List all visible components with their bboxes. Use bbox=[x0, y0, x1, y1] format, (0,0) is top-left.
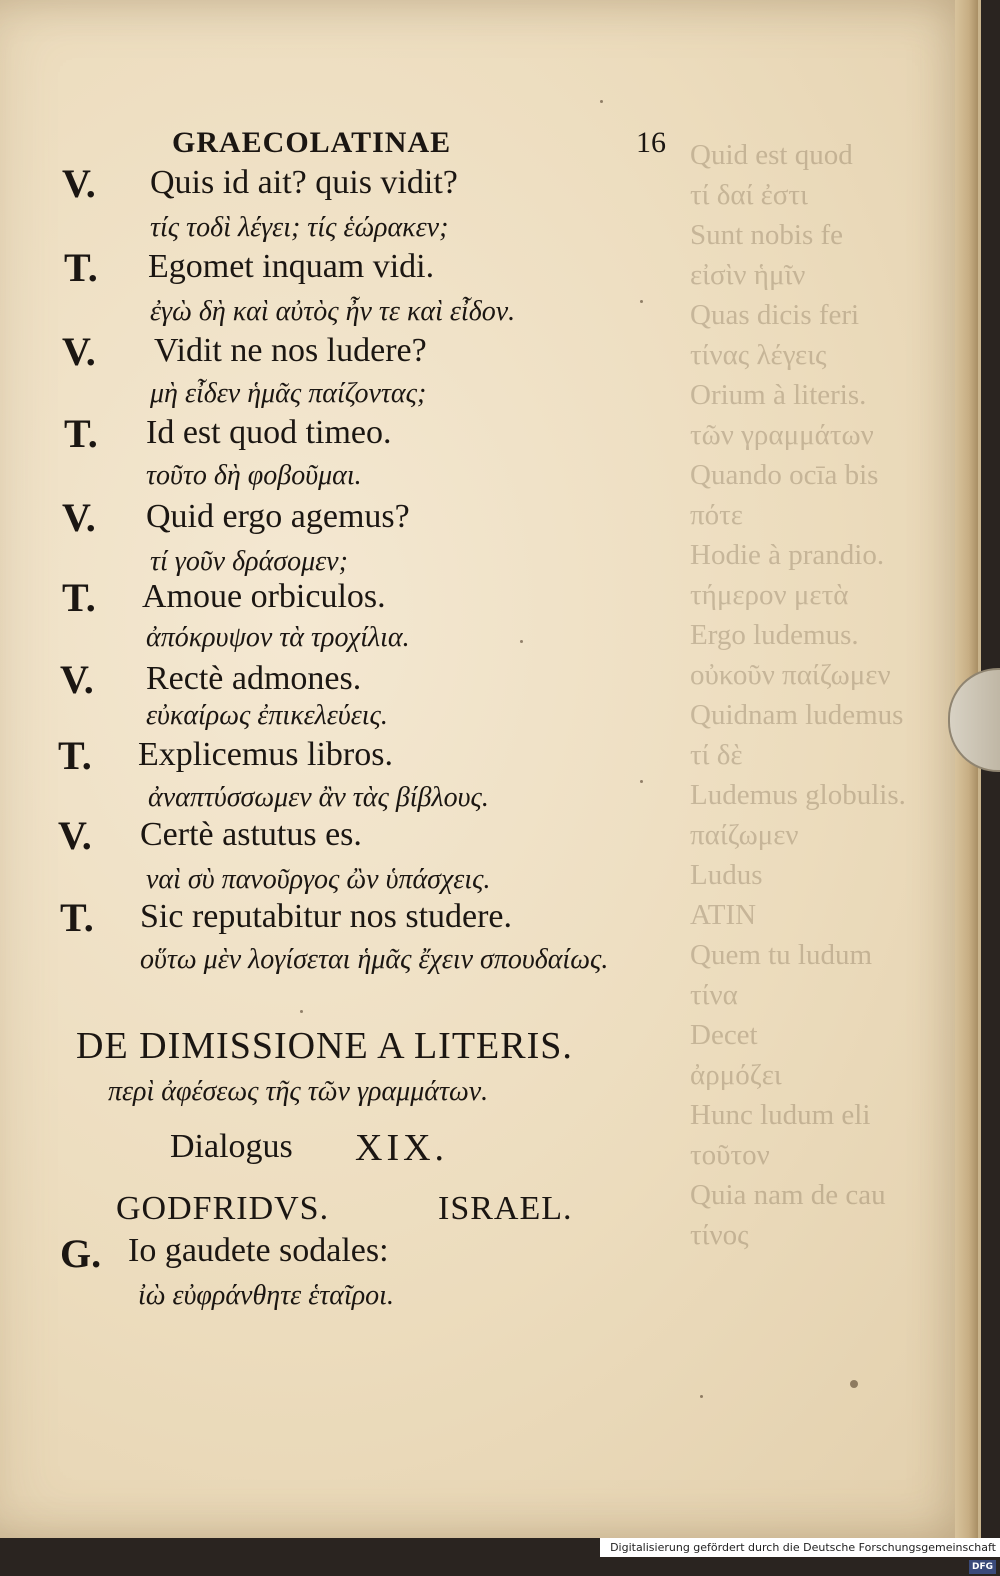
greek-line: οὕτω μὲν λογίσεται ἡμᾶς ἔχειν σπουδαίως. bbox=[140, 944, 609, 975]
greek-line: ἐγὼ δὴ καὶ αὐτὸς ἦν τε καὶ εἶδον. bbox=[150, 296, 516, 327]
show-through-text: Quid est quod τί δαί ἐστι Sunt nobis fe εἰσὶν ἡμῖν Quas dicis feri τίνας λέγεις Orium à literis. τῶν γραμμάτων Quando ocīa bis πότε Hodie à prandio. τήμερον μετὰ Ergo ludemus. οὐκοῦν παίζωμεν Quidnam ludemus τί δὲ Ludemus globulis. παίζωμεν Ludus ATIN Quem tu ludum τίνα Decet ἀρμόζει Hunc ludum eli τοῦτον Quia nam de cau τίνος bbox=[690, 139, 906, 1251]
greek-line: τί γοῦν δράσομεν; bbox=[150, 546, 348, 577]
latin-line: Quis id ait? quis vidit? bbox=[150, 164, 458, 201]
latin-line: Amoue orbiculos. bbox=[142, 578, 386, 615]
latin-line: Rectè admones. bbox=[146, 660, 362, 697]
page-edge bbox=[955, 0, 978, 1538]
speaker-marker: T. bbox=[62, 575, 96, 620]
speaker-marker: T. bbox=[64, 411, 98, 456]
greek-line: ναὶ σὺ πανοῦργος ὢν ὑπάσχεις. bbox=[146, 864, 491, 895]
greek-line: ἀπόκρυψον τὰ τροχίλια. bbox=[146, 622, 410, 653]
section-greek-title: περὶ ἀφέσεως τῆς τῶν γραμμάτων. bbox=[108, 1076, 489, 1107]
persona-name: GODFRIDVS. bbox=[116, 1190, 330, 1227]
dfg-logo-icon: DFG bbox=[969, 1560, 996, 1574]
speaker-marker: T. bbox=[64, 245, 98, 290]
page-number: 16 bbox=[636, 126, 666, 159]
latin-line: Egomet inquam vidi. bbox=[148, 248, 435, 285]
speaker-marker: G. bbox=[60, 1231, 102, 1276]
latin-line: Quid ergo agemus? bbox=[146, 498, 410, 535]
speaker-marker: T. bbox=[60, 895, 94, 940]
greek-line: εὐκαίρως ἐπικελεύεις. bbox=[146, 700, 388, 731]
latin-line: Sic reputabitur nos studere. bbox=[140, 898, 513, 935]
speaker-marker: V. bbox=[62, 329, 96, 374]
greek-line: τοῦτο δὴ φοβοῦμαι. bbox=[146, 460, 362, 491]
greek-line: μὴ εἶδεν ἡμᾶς παίζοντας; bbox=[150, 378, 427, 409]
credit-text: Digitalisierung gefördert durch die Deutsche Forschungsgemeinschaft bbox=[610, 1541, 996, 1554]
speaker-marker: V. bbox=[60, 657, 94, 702]
greek-line: ἀναπτύσσωμεν ἂν τὰς βίβλους. bbox=[148, 782, 489, 813]
persona-name: ISRAEL. bbox=[438, 1190, 573, 1227]
speaker-marker: V. bbox=[58, 813, 92, 858]
dialogue-number: XIX. bbox=[355, 1127, 449, 1169]
dialogue-label: Dialogus bbox=[170, 1128, 293, 1165]
latin-line: Certè astutus es. bbox=[140, 816, 362, 853]
speaker-marker: T. bbox=[58, 733, 92, 778]
latin-line: Id est quod timeo. bbox=[146, 414, 392, 451]
speaker-marker: V. bbox=[62, 161, 96, 206]
speaker-marker: V. bbox=[62, 495, 96, 540]
digitization-credit bbox=[600, 1538, 1000, 1572]
latin-line: Vidit ne nos ludere? bbox=[154, 332, 427, 369]
section-title: DE DIMISSIONE A LITERIS. bbox=[76, 1025, 573, 1067]
running-head: GRAECOLATINAE bbox=[172, 126, 452, 159]
latin-line: Io gaudete sodales: bbox=[128, 1232, 389, 1269]
greek-line: ἰὼ εὐφράνθητε ἑταῖροι. bbox=[138, 1280, 394, 1311]
greek-line: τίς τοδὶ λέγει; τίς ἑώρακεν; bbox=[150, 212, 449, 243]
latin-line: Explicemus libros. bbox=[138, 736, 393, 773]
